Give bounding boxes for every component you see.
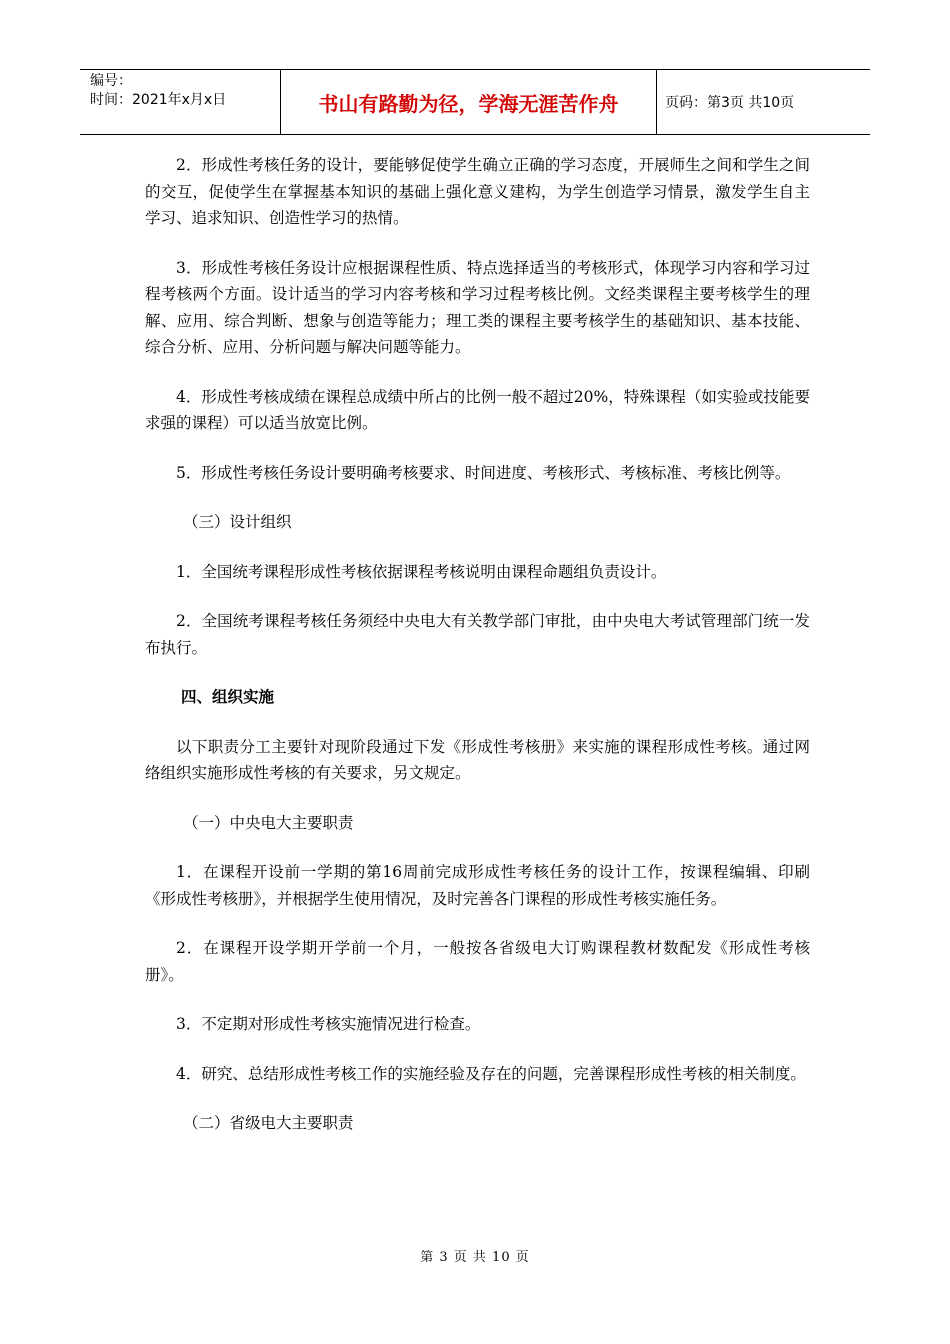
paragraph-design-5: 5．形成性考核任务设计要明确考核要求、时间进度、考核形式、考核标准、考核比例等。	[176, 463, 791, 482]
page-footer: 第 3 页 共 10 页	[420, 1250, 530, 1265]
header-meta	[80, 70, 281, 134]
section-heading-implementation: 四、组织实施	[181, 688, 275, 706]
header-date-label: 时间：2021年x月x日	[90, 92, 227, 108]
paragraph-implementation-intro: 以下职责分工主要针对现阶段通过下发《形成性考核册》来实施的课程形成性考核。通过网络组织实施形成性考核的有关要求，另文规定。	[145, 737, 810, 782]
header-motto: 书山有路勤为径，学海无涯苦作舟	[281, 70, 657, 134]
paragraph-central-duty-4: 4．研究、总结形成性考核工作的实施经验及存在的问题，完善课程形成性考核的相关制度。	[176, 1064, 806, 1083]
document-header	[80, 69, 870, 135]
paragraph-design-4: 4．形成性考核成绩在课程总成绩中所占的比例一般不超过20%，特殊课程（如实验或技能要求强的课程）可以适当放宽比例。	[145, 387, 810, 432]
document-body	[145, 152, 810, 1160]
header-page-info: 页码：第3页 共10页	[665, 95, 795, 111]
paragraph-central-duty-1: 1．在课程开设前一学期的第16周前完成形成性考核任务的设计工作，按课程编辑、印刷《形成性考核册》，并根据学生使用情况，及时完善各门课程的形成性考核实施任务。	[145, 863, 810, 908]
paragraph-design-2: 2．形成性考核任务的设计，要能够促使学生确立正确的学习态度，开展师生之间和学生之间的交互，促使学生在掌握基本知识的基础上强化意义建构，为学生创造学习情景，激发学生自主学习、追求知识、创造性学习的热情。	[145, 156, 810, 227]
paragraph-organization-2: 2．全国统考课程考核任务须经中央电大有关教学部门审批，由中央电大考试管理部门统一发布执行。	[145, 612, 810, 657]
subsection-heading-central-duties: （一）中央电大主要职责	[183, 813, 354, 832]
paragraph-central-duty-3: 3．不定期对形成性考核实施情况进行检查。	[176, 1015, 481, 1033]
paragraph-organization-1: 1．全国统考课程形成性考核依据课程考核说明由课程命题组负责设计。	[176, 562, 667, 581]
paragraph-design-3: 3．形成性考核任务设计应根据课程性质、特点选择适当的考核形式，体现学习内容和学习过程考核两个方面。设计适当的学习内容考核和学习过程考核比例。文经类课程主要考核学生的理解、应用、综合判断、想象与创造等能力；理工类的课程主要考核学生的基础知识、基本技能、综合分析、应用、分析问题与解决问题等能力。	[145, 258, 810, 356]
paragraph-central-duty-2: 2．在课程开设学期开学前一个月，一般按各省级电大订购课程教材数配发《形成性考核册》。	[145, 939, 810, 984]
header-number-label: 编号：	[90, 73, 132, 89]
subsection-heading-provincial-duties: （二）省级电大主要职责	[183, 1114, 354, 1132]
subsection-heading-design-organization: （三）设计组织	[183, 513, 292, 531]
